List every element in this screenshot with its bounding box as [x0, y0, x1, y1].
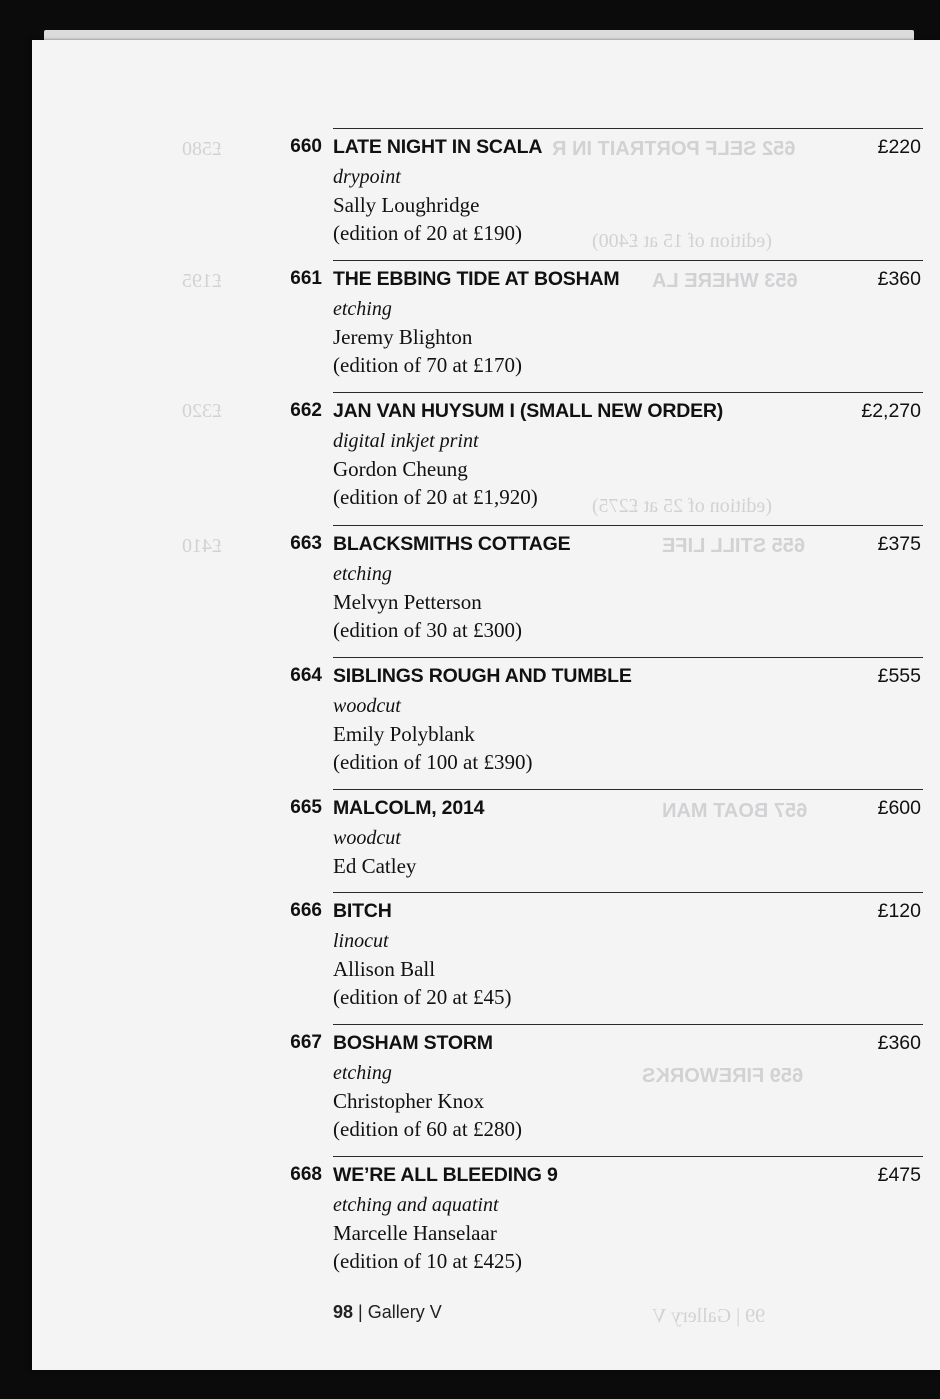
artwork-title: WE’RE ALL BLEEDING 9 [333, 1164, 558, 1186]
artwork-title: BOSHAM STORM [333, 1032, 493, 1054]
artwork-medium: etching [333, 1062, 392, 1084]
lot-number: 668 [290, 1164, 322, 1185]
show-through-text: £410 [182, 535, 222, 557]
artist-name: Jeremy Blighton [333, 325, 473, 349]
lot-number: 665 [290, 797, 322, 818]
entry-divider [333, 525, 923, 526]
edition-info: (edition of 10 at £425) [333, 1249, 522, 1273]
artwork-price: £220 [877, 136, 921, 158]
artwork-title: BLACKSMITHS COTTAGE [333, 533, 571, 555]
artist-name: Emily Polyblank [333, 722, 475, 746]
entry-divider [333, 892, 923, 893]
artwork-price: £600 [877, 797, 921, 819]
artwork-medium: etching and aquatint [333, 1194, 499, 1216]
artwork-title: SIBLINGS ROUGH AND TUMBLE [333, 665, 632, 687]
lot-number: 662 [290, 400, 322, 421]
show-through-text: 653 WHERE LA [652, 270, 798, 292]
entry-divider [333, 657, 923, 658]
show-through-text: 657 BOAT MAN [662, 800, 808, 822]
show-through-text: 652 SELF PORTRAIT IN R [552, 138, 796, 160]
lot-number: 660 [290, 136, 322, 157]
entry-divider [333, 128, 923, 129]
entry-divider [333, 1156, 923, 1157]
artist-name: Sally Loughridge [333, 193, 480, 217]
artwork-title: THE EBBING TIDE AT BOSHAM [333, 268, 620, 290]
artwork-price: £2,270 [861, 400, 921, 422]
artwork-medium: drypoint [333, 166, 401, 188]
show-through-text: 655 STILL LIFE [662, 535, 805, 557]
artwork-medium: woodcut [333, 827, 401, 849]
gallery-section: Gallery V [367, 1302, 442, 1322]
artist-name: Marcelle Hanselaar [333, 1221, 497, 1245]
artist-name: Melvyn Petterson [333, 590, 482, 614]
artwork-title: BITCH [333, 900, 392, 922]
lot-number: 664 [290, 665, 322, 686]
artist-name: Christopher Knox [333, 1089, 485, 1113]
artwork-medium: digital inkjet print [333, 430, 479, 452]
artwork-price: £360 [877, 1032, 921, 1054]
edition-info: (edition of 60 at £280) [333, 1117, 522, 1141]
lot-number: 666 [290, 900, 322, 921]
show-through-text: £320 [182, 400, 222, 422]
show-through-text: (edition of 25 at £275) [592, 495, 772, 517]
artwork-medium: woodcut [333, 695, 401, 717]
artwork-medium: linocut [333, 930, 389, 952]
edition-info: (edition of 70 at £170) [333, 353, 522, 377]
artwork-title: MALCOLM, 2014 [333, 797, 485, 819]
catalogue-page [32, 40, 940, 1370]
edition-info: (edition of 20 at £45) [333, 985, 512, 1009]
show-through-text: 659 FIREWORKS [642, 1065, 804, 1087]
artwork-title: LATE NIGHT IN SCALA [333, 136, 543, 158]
show-through-text: £195 [182, 270, 222, 292]
entry-divider [333, 789, 923, 790]
artwork-price: £475 [877, 1164, 921, 1186]
edition-info: (edition of 20 at £1,920) [333, 485, 538, 509]
artist-name: Gordon Cheung [333, 457, 468, 481]
edition-info: (edition of 30 at £300) [333, 618, 522, 642]
artwork-medium: etching [333, 563, 392, 585]
page-number: 98 [333, 1302, 354, 1322]
show-through-text: 99 | Gallery V [652, 1305, 766, 1327]
artwork-title: JAN VAN HUYSUM I (SMALL NEW ORDER) [333, 400, 724, 422]
edition-info: (edition of 20 at £190) [333, 221, 522, 245]
lot-number: 661 [290, 268, 322, 289]
artwork-price: £360 [877, 268, 921, 290]
show-through-text: £580 [182, 138, 222, 160]
lot-number: 667 [290, 1032, 322, 1053]
show-through-text: (edition of 15 at £400) [592, 230, 772, 252]
lot-number: 663 [290, 533, 322, 554]
artwork-medium: etching [333, 298, 392, 320]
entry-divider [333, 392, 923, 393]
artwork-price: £555 [877, 665, 921, 687]
artist-name: Ed Catley [333, 854, 417, 878]
edition-info: (edition of 100 at £390) [333, 750, 533, 774]
page-footer [333, 1302, 442, 1323]
footer-separator: | [353, 1302, 368, 1322]
artwork-price: £375 [877, 533, 921, 555]
artist-name: Allison Ball [333, 957, 436, 981]
artwork-price: £120 [877, 900, 921, 922]
entry-divider [333, 260, 923, 261]
entry-divider [333, 1024, 923, 1025]
